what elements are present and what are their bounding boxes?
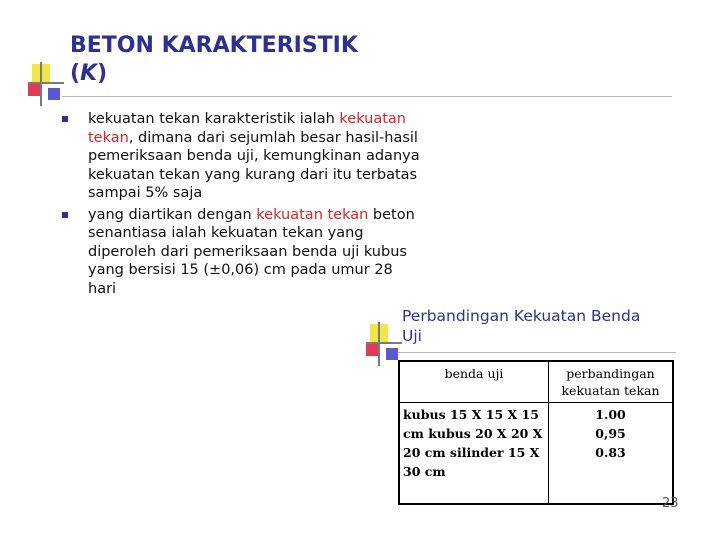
ratio-value: 0,95: [595, 426, 626, 441]
subtitle-divider: [398, 352, 676, 353]
header-perbandingan: perbandingan kekuatan tekan: [549, 361, 674, 403]
title-line-1: BETON KARAKTERISTIK: [70, 33, 358, 58]
bullet-item-1: kekuatan tekan karakteristik ialah kekuatan tekan, dimana dari sejumlah besar hasil-hasil pemeriksaan benda uji, kemungkinan adanya kekuatan tekan yang kurang dari itu terbatas sampai 5% saja: [62, 110, 422, 203]
table-header-row: [399, 361, 673, 403]
table-subtitle: Perbandingan Kekuatan Benda Uji: [402, 307, 641, 345]
bullet-item-2: yang diartikan dengan kekuatan tekan beton senantiasa ialah kekuatan tekan yang diperoleh dari pemeriksaan benda uji kubus yang bersisi 15 (±0,06) cm pada umur 28 hari: [62, 206, 422, 299]
header-benda-uji: benda uji: [399, 361, 549, 403]
bullet-square-icon: [62, 116, 68, 122]
title-divider: [62, 96, 672, 97]
ratio-value: 0.83: [595, 445, 626, 460]
ratio-value: 1.00: [595, 407, 626, 422]
slide-title: [70, 32, 410, 88]
specimen-cell: kubus 15 X 15 X 15 cm kubus 20 X 20 X 20 cm silinder 15 X 30 cm: [399, 403, 549, 505]
title-line-2: (K): [70, 61, 108, 86]
page-number: 23: [662, 496, 679, 511]
comparison-table: [398, 360, 674, 505]
bullet-list: [62, 110, 422, 301]
ratio-cell: [549, 403, 674, 505]
decorative-squares-icon: [28, 62, 68, 106]
bullet-square-icon: [62, 212, 68, 218]
table-row: [399, 403, 673, 505]
